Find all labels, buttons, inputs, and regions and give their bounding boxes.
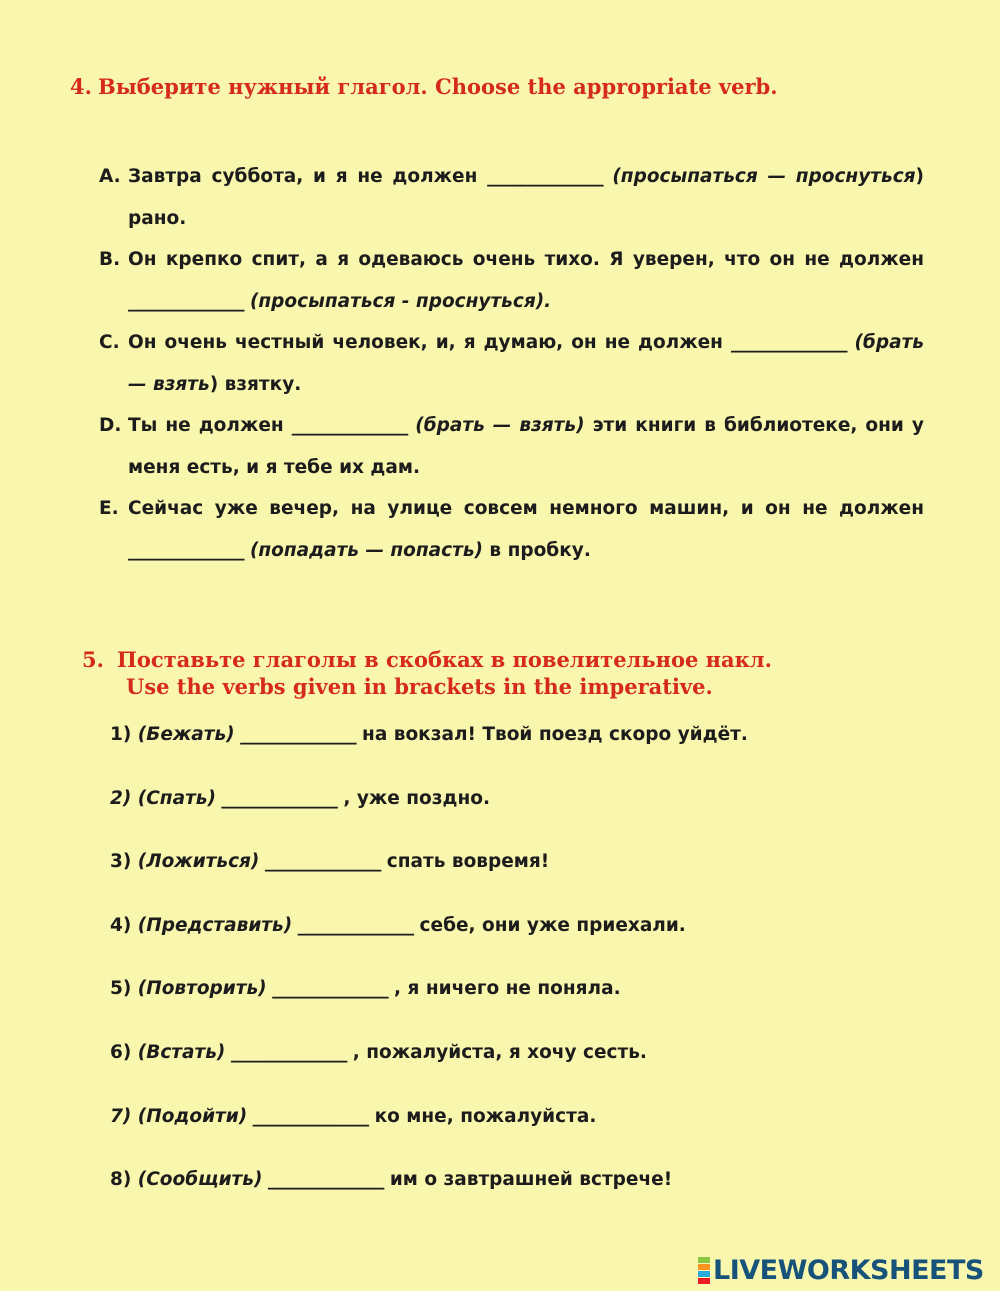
item-number: 4) bbox=[110, 914, 132, 936]
answer-blank[interactable]: ______________ bbox=[247, 1105, 369, 1127]
item-text: Завтра суббота, и я не должен ______________ (просыпаться — проснуться) рано. bbox=[128, 166, 925, 229]
verb-hint: (просыпаться — проснуться bbox=[602, 166, 916, 187]
logo-block bbox=[698, 1271, 710, 1277]
section-number: 5. bbox=[82, 647, 104, 672]
section-title-en: Use the verbs given in brackets in the imperative. bbox=[126, 674, 713, 699]
imperative-item bbox=[110, 905, 960, 969]
imperative-item bbox=[110, 714, 960, 778]
item-letter: E. bbox=[99, 498, 119, 519]
item-rest: , уже поздно. bbox=[336, 787, 490, 809]
answer-blank[interactable]: ______________ bbox=[292, 914, 414, 936]
answer-blank[interactable]: ______________ bbox=[215, 787, 337, 809]
verb-hint: (Ложиться) bbox=[131, 851, 260, 873]
exercise-item-e bbox=[99, 488, 924, 571]
item-rest: спать вовремя! bbox=[380, 851, 550, 873]
section-4-heading bbox=[70, 73, 778, 100]
item-letter: C. bbox=[99, 332, 120, 353]
verb-hint: (Бежать) bbox=[131, 724, 235, 745]
logo-block bbox=[698, 1278, 710, 1284]
item-rest: ко мне, пожалуйста. bbox=[368, 1105, 597, 1127]
answer-blank[interactable]: ______________ bbox=[225, 1041, 347, 1063]
verb-hint: (просыпаться - проснуться). bbox=[243, 290, 552, 312]
section-number: 4. bbox=[70, 74, 92, 99]
imperative-item bbox=[110, 841, 960, 905]
verb-hint: (Спать) bbox=[131, 787, 216, 809]
item-rest: себе, они уже приехали. bbox=[413, 914, 686, 936]
imperative-item bbox=[110, 1032, 960, 1096]
item-letter: D. bbox=[99, 415, 122, 436]
verb-hint: (Представить) bbox=[131, 914, 293, 936]
exercise-item-d bbox=[99, 405, 924, 488]
answer-blank[interactable]: ______________ bbox=[487, 166, 603, 187]
verb-hint: (брать — взять) bbox=[407, 415, 585, 436]
imperative-item bbox=[110, 1096, 960, 1160]
answer-blank[interactable]: ______________ bbox=[730, 332, 847, 353]
section-title-ru: Поставьте глаголы в скобках в повелительное накл. bbox=[117, 647, 772, 672]
answer-blank[interactable]: ______________ bbox=[262, 1169, 384, 1191]
section-5-list bbox=[110, 714, 960, 1223]
verb-hint: (попадать — попасть) bbox=[243, 539, 483, 561]
section-4-list bbox=[99, 156, 924, 571]
imperative-item bbox=[110, 968, 960, 1032]
item-text: Он очень честный человек, и, я думаю, он не должен ______________ (брать — взять) взятку. bbox=[128, 332, 924, 395]
item-number: 3) bbox=[110, 851, 132, 873]
exercise-item-b bbox=[99, 239, 924, 322]
item-rest: , пожалуйста, я хочу сесть. bbox=[346, 1041, 647, 1063]
answer-blank[interactable]: ______________ bbox=[234, 724, 356, 745]
item-number: 6) bbox=[110, 1041, 132, 1063]
answer-blank[interactable]: ______________ bbox=[291, 415, 408, 436]
answer-blank[interactable]: ______________ bbox=[128, 539, 244, 561]
section-5-heading bbox=[82, 646, 772, 700]
logo-icon bbox=[698, 1257, 710, 1284]
exercise-item-c bbox=[99, 322, 924, 405]
item-number: 8) bbox=[110, 1169, 132, 1191]
section-title: Выберите нужный глагол. Choose the appropriate verb. bbox=[98, 74, 778, 99]
item-letter: B. bbox=[99, 249, 121, 270]
item-number: 1) bbox=[110, 724, 132, 745]
item-number: 5) bbox=[110, 978, 132, 1000]
answer-blank[interactable]: ______________ bbox=[266, 978, 388, 1000]
verb-hint: (Сообщить) bbox=[131, 1169, 263, 1191]
item-letter: A. bbox=[99, 166, 121, 187]
logo-text: LIVEWORKSHEETS bbox=[713, 1254, 984, 1286]
item-text: Сейчас уже вечер, на улице совсем немного машин, и он не должен ______________ (попадать — попасть) в пробку. bbox=[128, 498, 924, 561]
item-text: Он крепко спит, а я одеваюсь очень тихо. Я уверен, что он не должен ______________ (просыпаться - проснуться). bbox=[128, 249, 924, 312]
answer-blank[interactable]: ______________ bbox=[128, 290, 244, 312]
answer-blank[interactable]: ______________ bbox=[259, 851, 381, 873]
item-number: 2) bbox=[110, 787, 132, 809]
imperative-item bbox=[110, 778, 960, 842]
logo-block bbox=[698, 1257, 710, 1263]
item-text: Ты не должен ______________ (брать — взять) эти книги в библиотеке, они у меня есть, и я тебе их дам. bbox=[128, 415, 924, 478]
liveworksheets-logo bbox=[698, 1255, 984, 1285]
verb-hint: (Подойти) bbox=[131, 1105, 248, 1127]
exercise-item-a bbox=[99, 156, 924, 239]
item-number: 7) bbox=[110, 1105, 132, 1127]
verb-hint: (Встать) bbox=[131, 1041, 226, 1063]
item-rest: им о завтрашней встрече! bbox=[383, 1169, 673, 1191]
imperative-item bbox=[110, 1159, 960, 1223]
item-rest: на вокзал! Твой поезд скоро уйдёт. bbox=[355, 724, 748, 745]
verb-hint: (Повторить) bbox=[131, 978, 267, 1000]
verb-hint: (брать — взять bbox=[128, 332, 924, 395]
item-rest: , я ничего не поняла. bbox=[387, 978, 621, 1000]
logo-block bbox=[698, 1264, 710, 1270]
